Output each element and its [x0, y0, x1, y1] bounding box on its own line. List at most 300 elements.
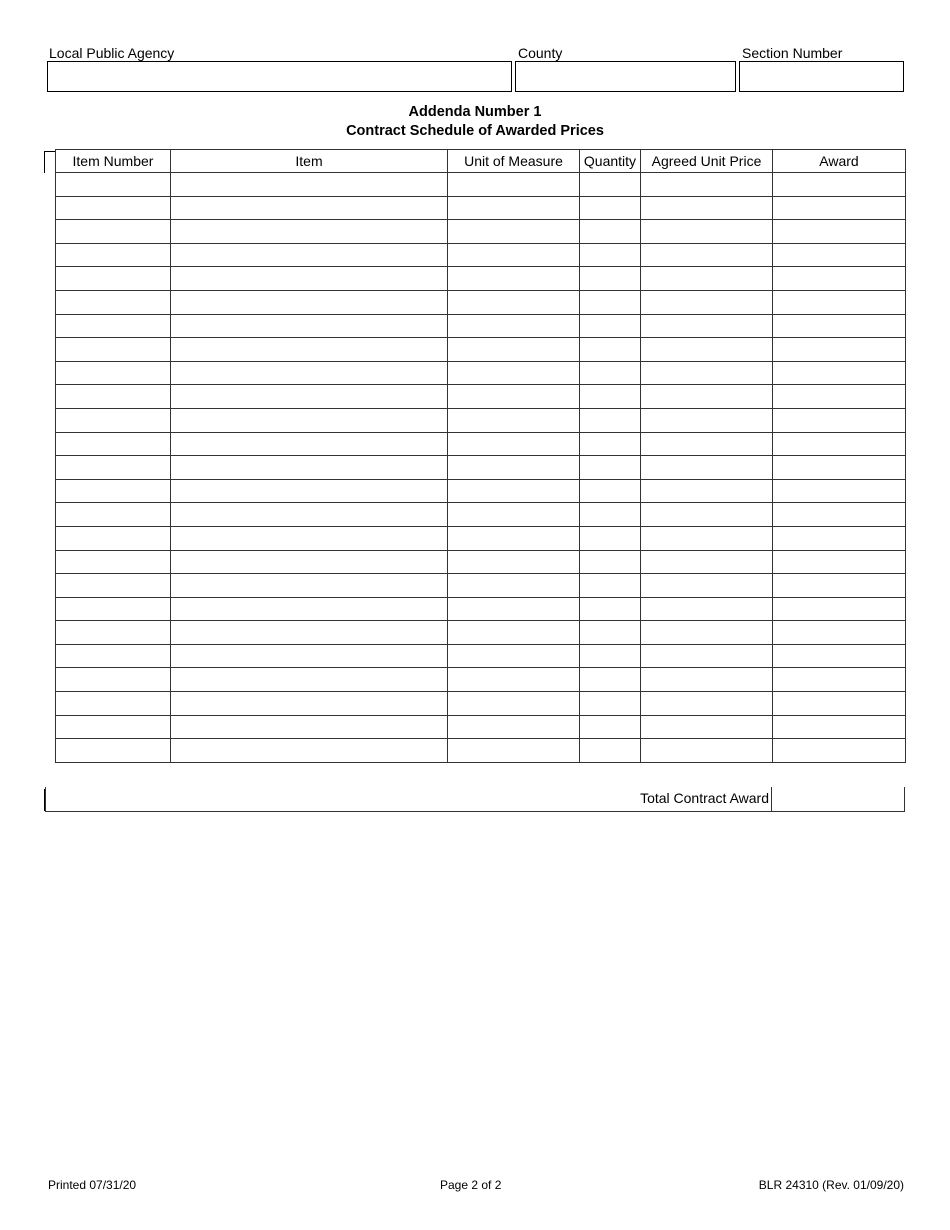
award-input[interactable] — [773, 692, 905, 715]
item-number-cell — [56, 361, 171, 385]
item-number-input[interactable] — [56, 574, 170, 597]
agreed-unit-price-cell — [641, 479, 773, 503]
item-input[interactable] — [171, 338, 447, 361]
quantity-input[interactable] — [580, 621, 640, 644]
award-input[interactable] — [773, 362, 905, 385]
table-row — [56, 503, 906, 527]
award-input[interactable] — [773, 480, 905, 503]
local-public-agency-label: Local Public Agency — [49, 45, 175, 61]
table-row — [56, 173, 906, 197]
unit-of-measure-cell — [448, 479, 580, 503]
item-input[interactable] — [171, 668, 447, 691]
agreed-unit-price-input[interactable] — [641, 315, 772, 338]
item-number-input[interactable] — [56, 267, 170, 290]
quantity-input[interactable] — [580, 598, 640, 621]
item-cell — [171, 574, 448, 598]
column-header-agreed-unit-price: Agreed Unit Price — [641, 150, 773, 173]
unit-of-measure-input[interactable] — [448, 645, 579, 668]
award-input[interactable] — [773, 739, 905, 762]
item-cell — [171, 243, 448, 267]
unit-of-measure-input[interactable] — [448, 503, 579, 526]
award-input[interactable] — [773, 315, 905, 338]
item-number-cell — [56, 479, 171, 503]
quantity-cell — [580, 220, 641, 244]
unit-of-measure-input[interactable] — [448, 291, 579, 314]
quantity-cell — [580, 243, 641, 267]
item-cell — [171, 597, 448, 621]
award-cell — [773, 456, 906, 480]
item-input[interactable] — [171, 244, 447, 267]
agreed-unit-price-input[interactable] — [641, 197, 772, 220]
award-cell — [773, 550, 906, 574]
item-number-input[interactable] — [56, 220, 170, 243]
award-cell — [773, 220, 906, 244]
item-number-input[interactable] — [56, 362, 170, 385]
agreed-unit-price-input[interactable] — [641, 503, 772, 526]
table-row — [56, 644, 906, 668]
award-cell — [773, 290, 906, 314]
table-row — [56, 526, 906, 550]
quantity-cell — [580, 692, 641, 716]
item-number-input[interactable] — [56, 598, 170, 621]
column-header-item-number: Item Number — [56, 150, 171, 173]
agreed-unit-price-cell — [641, 503, 773, 527]
award-cell — [773, 668, 906, 692]
agreed-unit-price-input[interactable] — [641, 621, 772, 644]
unit-of-measure-input[interactable] — [448, 338, 579, 361]
item-cell — [171, 550, 448, 574]
item-cell — [171, 456, 448, 480]
document-title: Addenda Number 1 — [408, 104, 542, 120]
item-input[interactable] — [171, 456, 447, 479]
table-row — [56, 361, 906, 385]
local-public-agency-field[interactable] — [47, 61, 512, 92]
item-number-input[interactable] — [56, 668, 170, 691]
agreed-unit-price-cell — [641, 550, 773, 574]
quantity-cell — [580, 739, 641, 763]
table-row — [56, 267, 906, 291]
agreed-unit-price-input[interactable] — [641, 716, 772, 739]
agreed-unit-price-input[interactable] — [641, 598, 772, 621]
quantity-input[interactable] — [580, 645, 640, 668]
agreed-unit-price-input[interactable] — [641, 645, 772, 668]
quantity-input[interactable] — [580, 527, 640, 550]
item-input[interactable] — [171, 527, 447, 550]
quantity-input[interactable] — [580, 362, 640, 385]
agreed-unit-price-input[interactable] — [641, 338, 772, 361]
unit-of-measure-cell — [448, 173, 580, 197]
award-cell — [773, 526, 906, 550]
quantity-input[interactable] — [580, 244, 640, 267]
table-start-marker — [44, 151, 55, 173]
quantity-input[interactable] — [580, 173, 640, 196]
item-input[interactable] — [171, 362, 447, 385]
quantity-cell — [580, 432, 641, 456]
item-number-input[interactable] — [56, 739, 170, 762]
item-number-input[interactable] — [56, 480, 170, 503]
award-input[interactable] — [773, 267, 905, 290]
unit-of-measure-input[interactable] — [448, 315, 579, 338]
unit-of-measure-cell — [448, 314, 580, 338]
quantity-input[interactable] — [580, 315, 640, 338]
award-input[interactable] — [773, 244, 905, 267]
award-cell — [773, 196, 906, 220]
award-cell — [773, 267, 906, 291]
unit-of-measure-input[interactable] — [448, 692, 579, 715]
award-input[interactable] — [773, 574, 905, 597]
quantity-cell — [580, 314, 641, 338]
agreed-unit-price-input[interactable] — [641, 668, 772, 691]
item-number-cell — [56, 668, 171, 692]
quantity-cell — [580, 196, 641, 220]
quantity-input[interactable] — [580, 291, 640, 314]
item-number-input[interactable] — [56, 338, 170, 361]
total-contract-award-row — [45, 787, 905, 812]
unit-of-measure-input[interactable] — [448, 409, 579, 432]
table-body — [56, 173, 906, 763]
table-row — [56, 692, 906, 716]
item-number-cell — [56, 526, 171, 550]
item-input[interactable] — [171, 197, 447, 220]
agreed-unit-price-input[interactable] — [641, 433, 772, 456]
unit-of-measure-input[interactable] — [448, 527, 579, 550]
award-input[interactable] — [773, 220, 905, 243]
agreed-unit-price-input[interactable] — [641, 291, 772, 314]
unit-of-measure-cell — [448, 668, 580, 692]
item-input[interactable] — [171, 315, 447, 338]
agreed-unit-price-input[interactable] — [641, 220, 772, 243]
award-input[interactable] — [773, 291, 905, 314]
unit-of-measure-input[interactable] — [448, 362, 579, 385]
item-input[interactable] — [171, 173, 447, 196]
unit-of-measure-input[interactable] — [448, 551, 579, 574]
agreed-unit-price-cell — [641, 267, 773, 291]
quantity-input[interactable] — [580, 480, 640, 503]
agreed-unit-price-input[interactable] — [641, 385, 772, 408]
award-input[interactable] — [773, 433, 905, 456]
unit-of-measure-input[interactable] — [448, 716, 579, 739]
agreed-unit-price-input[interactable] — [641, 527, 772, 550]
quantity-input[interactable] — [580, 409, 640, 432]
table-row — [56, 739, 906, 763]
table-row — [56, 220, 906, 244]
unit-of-measure-cell — [448, 550, 580, 574]
table-row — [56, 314, 906, 338]
item-input[interactable] — [171, 645, 447, 668]
table-row — [56, 338, 906, 362]
unit-of-measure-cell — [448, 621, 580, 645]
printed-date: Printed 07/31/20 — [48, 1178, 137, 1192]
unit-of-measure-cell — [448, 243, 580, 267]
item-cell — [171, 385, 448, 409]
item-number-input[interactable] — [56, 244, 170, 267]
unit-of-measure-cell — [448, 739, 580, 763]
item-number-input[interactable] — [56, 291, 170, 314]
unit-of-measure-input[interactable] — [448, 267, 579, 290]
agreed-unit-price-cell — [641, 338, 773, 362]
agreed-unit-price-input[interactable] — [641, 480, 772, 503]
quantity-input[interactable] — [580, 456, 640, 479]
table-row — [56, 432, 906, 456]
table-row — [56, 715, 906, 739]
item-cell — [171, 621, 448, 645]
award-input[interactable] — [773, 197, 905, 220]
item-number-input[interactable] — [56, 197, 170, 220]
item-number-cell — [56, 338, 171, 362]
quantity-input[interactable] — [580, 503, 640, 526]
award-input[interactable] — [773, 503, 905, 526]
quantity-cell — [580, 338, 641, 362]
unit-of-measure-cell — [448, 432, 580, 456]
unit-of-measure-input[interactable] — [448, 739, 579, 762]
quantity-cell — [580, 290, 641, 314]
item-number-input[interactable] — [56, 645, 170, 668]
quantity-cell — [580, 550, 641, 574]
item-number-input[interactable] — [56, 456, 170, 479]
table-row — [56, 456, 906, 480]
award-input[interactable] — [773, 668, 905, 691]
award-cell — [773, 715, 906, 739]
item-number-cell — [56, 408, 171, 432]
agreed-unit-price-input[interactable] — [641, 409, 772, 432]
item-number-cell — [56, 385, 171, 409]
section-number-field[interactable] — [739, 61, 904, 92]
agreed-unit-price-cell — [641, 361, 773, 385]
table-row — [56, 408, 906, 432]
item-cell — [171, 361, 448, 385]
agreed-unit-price-input[interactable] — [641, 173, 772, 196]
unit-of-measure-cell — [448, 456, 580, 480]
county-field[interactable] — [515, 61, 736, 92]
item-input[interactable] — [171, 220, 447, 243]
agreed-unit-price-input[interactable] — [641, 244, 772, 267]
item-input[interactable] — [171, 480, 447, 503]
award-input[interactable] — [773, 527, 905, 550]
item-number-input[interactable] — [56, 692, 170, 715]
item-number-input[interactable] — [56, 433, 170, 456]
agreed-unit-price-cell — [641, 385, 773, 409]
quantity-cell — [580, 456, 641, 480]
section-number-label: Section Number — [742, 45, 843, 61]
table-row — [56, 196, 906, 220]
item-cell — [171, 408, 448, 432]
award-input[interactable] — [773, 338, 905, 361]
award-cell — [773, 597, 906, 621]
quantity-input[interactable] — [580, 668, 640, 691]
item-cell — [171, 715, 448, 739]
column-header-quantity: Quantity — [580, 150, 641, 173]
item-cell — [171, 432, 448, 456]
unit-of-measure-cell — [448, 385, 580, 409]
agreed-unit-price-input[interactable] — [641, 551, 772, 574]
item-number-cell — [56, 314, 171, 338]
item-number-input[interactable] — [56, 315, 170, 338]
item-input[interactable] — [171, 503, 447, 526]
item-number-cell — [56, 432, 171, 456]
item-number-cell — [56, 173, 171, 197]
unit-of-measure-input[interactable] — [448, 574, 579, 597]
item-number-cell — [56, 290, 171, 314]
item-number-input[interactable] — [56, 551, 170, 574]
item-cell — [171, 220, 448, 244]
quantity-input[interactable] — [580, 574, 640, 597]
unit-of-measure-cell — [448, 715, 580, 739]
agreed-unit-price-cell — [641, 526, 773, 550]
agreed-unit-price-input[interactable] — [641, 692, 772, 715]
award-cell — [773, 314, 906, 338]
unit-of-measure-cell — [448, 692, 580, 716]
item-number-input[interactable] — [56, 621, 170, 644]
quantity-input[interactable] — [580, 551, 640, 574]
item-input[interactable] — [171, 692, 447, 715]
table-row — [56, 668, 906, 692]
table-row — [56, 621, 906, 645]
award-cell — [773, 173, 906, 197]
unit-of-measure-input[interactable] — [448, 385, 579, 408]
award-cell — [773, 692, 906, 716]
agreed-unit-price-input[interactable] — [641, 739, 772, 762]
quantity-cell — [580, 503, 641, 527]
quantity-input[interactable] — [580, 716, 640, 739]
award-input[interactable] — [773, 716, 905, 739]
unit-of-measure-input[interactable] — [448, 220, 579, 243]
item-input[interactable] — [171, 409, 447, 432]
item-cell — [171, 644, 448, 668]
award-cell — [773, 361, 906, 385]
item-number-cell — [56, 196, 171, 220]
item-cell — [171, 739, 448, 763]
unit-of-measure-input[interactable] — [448, 480, 579, 503]
item-cell — [171, 338, 448, 362]
unit-of-measure-cell — [448, 267, 580, 291]
item-input[interactable] — [171, 598, 447, 621]
item-number-input[interactable] — [56, 716, 170, 739]
agreed-unit-price-cell — [641, 668, 773, 692]
agreed-unit-price-input[interactable] — [641, 574, 772, 597]
quantity-input[interactable] — [580, 739, 640, 762]
unit-of-measure-cell — [448, 503, 580, 527]
agreed-unit-price-input[interactable] — [641, 456, 772, 479]
item-input[interactable] — [171, 574, 447, 597]
quantity-input[interactable] — [580, 385, 640, 408]
quantity-cell — [580, 715, 641, 739]
document-subtitle: Contract Schedule of Awarded Prices — [346, 123, 604, 139]
award-input[interactable] — [773, 173, 905, 196]
item-number-input[interactable] — [56, 173, 170, 196]
award-input[interactable] — [773, 456, 905, 479]
item-input[interactable] — [171, 716, 447, 739]
award-cell — [773, 503, 906, 527]
unit-of-measure-input[interactable] — [448, 621, 579, 644]
item-number-cell — [56, 621, 171, 645]
item-input[interactable] — [171, 267, 447, 290]
quantity-cell — [580, 574, 641, 598]
quantity-cell — [580, 267, 641, 291]
award-input[interactable] — [773, 645, 905, 668]
agreed-unit-price-cell — [641, 692, 773, 716]
item-input[interactable] — [171, 739, 447, 762]
item-cell — [171, 479, 448, 503]
item-cell — [171, 173, 448, 197]
agreed-unit-price-cell — [641, 432, 773, 456]
quantity-cell — [580, 408, 641, 432]
table-row — [56, 290, 906, 314]
agreed-unit-price-cell — [641, 644, 773, 668]
quantity-input[interactable] — [580, 338, 640, 361]
unit-of-measure-cell — [448, 408, 580, 432]
unit-of-measure-cell — [448, 526, 580, 550]
total-contract-award-field[interactable] — [771, 787, 904, 811]
item-input[interactable] — [171, 621, 447, 644]
quantity-input[interactable] — [580, 197, 640, 220]
quantity-input[interactable] — [580, 692, 640, 715]
quantity-input[interactable] — [580, 267, 640, 290]
unit-of-measure-input[interactable] — [448, 456, 579, 479]
unit-of-measure-input[interactable] — [448, 197, 579, 220]
award-input[interactable] — [773, 409, 905, 432]
item-input[interactable] — [171, 551, 447, 574]
unit-of-measure-input[interactable] — [448, 598, 579, 621]
unit-of-measure-cell — [448, 574, 580, 598]
agreed-unit-price-cell — [641, 715, 773, 739]
unit-of-measure-input[interactable] — [448, 433, 579, 456]
item-number-cell — [56, 456, 171, 480]
item-number-input[interactable] — [56, 503, 170, 526]
award-input[interactable] — [773, 598, 905, 621]
item-input[interactable] — [171, 291, 447, 314]
agreed-unit-price-input[interactable] — [641, 267, 772, 290]
award-input[interactable] — [773, 385, 905, 408]
unit-of-measure-input[interactable] — [448, 173, 579, 196]
award-cell — [773, 739, 906, 763]
quantity-cell — [580, 361, 641, 385]
award-cell — [773, 644, 906, 668]
item-cell — [171, 196, 448, 220]
agreed-unit-price-cell — [641, 408, 773, 432]
award-cell — [773, 432, 906, 456]
quantity-input[interactable] — [580, 220, 640, 243]
agreed-unit-price-cell — [641, 597, 773, 621]
agreed-unit-price-cell — [641, 574, 773, 598]
item-number-cell — [56, 220, 171, 244]
item-input[interactable] — [171, 433, 447, 456]
county-label: County — [518, 45, 563, 61]
agreed-unit-price-cell — [641, 314, 773, 338]
quantity-cell — [580, 385, 641, 409]
quantity-cell — [580, 621, 641, 645]
column-header-award: Award — [773, 150, 906, 173]
award-input[interactable] — [773, 621, 905, 644]
agreed-unit-price-input[interactable] — [641, 362, 772, 385]
item-input[interactable] — [171, 385, 447, 408]
item-number-input[interactable] — [56, 385, 170, 408]
item-cell — [171, 503, 448, 527]
column-header-unit-of-measure: Unit of Measure — [448, 150, 580, 173]
item-cell — [171, 314, 448, 338]
quantity-input[interactable] — [580, 433, 640, 456]
table-row — [56, 597, 906, 621]
unit-of-measure-input[interactable] — [448, 244, 579, 267]
award-input[interactable] — [773, 551, 905, 574]
table-row — [56, 385, 906, 409]
item-number-cell — [56, 550, 171, 574]
unit-of-measure-input[interactable] — [448, 668, 579, 691]
item-number-input[interactable] — [56, 409, 170, 432]
awarded-prices-table — [55, 149, 906, 763]
item-number-input[interactable] — [56, 527, 170, 550]
table-row — [56, 550, 906, 574]
quantity-cell — [580, 668, 641, 692]
